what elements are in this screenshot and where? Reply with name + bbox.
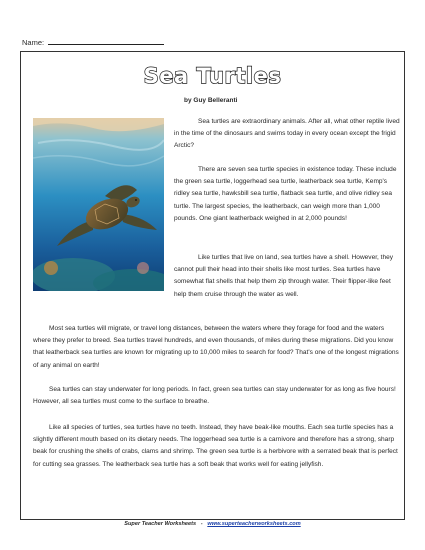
name-field-row: [22, 37, 164, 47]
footer-brand: Super Teacher Worksheets: [124, 521, 197, 527]
paragraph-1: Sea turtles are extraordinary animals. After all, what other reptile lived in the time of the dinosaurs and swims today in every ocean except the frigid Arctic?: [174, 118, 400, 150]
footer-separator: -: [200, 521, 203, 527]
sea-turtle-photo: [33, 118, 164, 291]
paragraph-3: Like turtles that live on land, sea turtles have a shell. However, they cannot pull their head into their shells like most turtles. Sea turtles have somewhat flat shells that help them zip through water. Their flipper-like feet help them cruise through the water as well.: [174, 254, 394, 298]
paragraph-4: Most sea turtles will migrate, or travel long distances, between the waters where they forage for food and the waters where they prefer to breed. Sea turtles travel hundreds, and even thousands, of miles during these migrations. Did you know that leatherback sea turtles are known for migrating up to 10,000 miles to search for food? That's one of the longest migrations of any animal on earth!: [33, 325, 399, 369]
paragraph-5: Sea turtles can stay underwater for long periods. In fact, green sea turtles can stay underwater for as long as five hours! However, all sea turtles must come to the surface to breathe.: [33, 386, 396, 406]
paragraph-2: There are seven sea turtle species in existence today. These include the green sea turtle, loggerhead sea turtle, leatherback sea turtle, Kemp's ridley sea turtle, hawksbill sea turtle, flatback sea turtle, and olive ridley sea turtle. The largest species, the leatherback, can weigh more than 1,000 pounds. One giant leatherback weighed in at 2,000 pounds!: [174, 166, 397, 222]
footer-url-link[interactable]: www.superteacherworksheets.com: [207, 521, 301, 527]
name-label: Name:: [22, 38, 45, 47]
paragraph-6: Like all species of turtles, sea turtles have no teeth. Instead, they have beak-like mouths. Each sea turtle species has a slightly different mouth based on its dietary needs. The loggerhead sea turtle is a carnivore and therefore has a strong, sharp beak for crushing the shells of crabs, clams and shrimp. The green sea turtle is a herbivore with a serrated beak that is perfect for cutting sea grasses. The leatherback sea turtle has a soft beak that works well for eating jellyfish.: [33, 424, 398, 468]
name-blank-line[interactable]: [48, 37, 164, 45]
footer: [0, 521, 425, 527]
byline: by Guy Belleranti: [184, 97, 238, 104]
page-title: Sea Turtles: [143, 64, 282, 88]
